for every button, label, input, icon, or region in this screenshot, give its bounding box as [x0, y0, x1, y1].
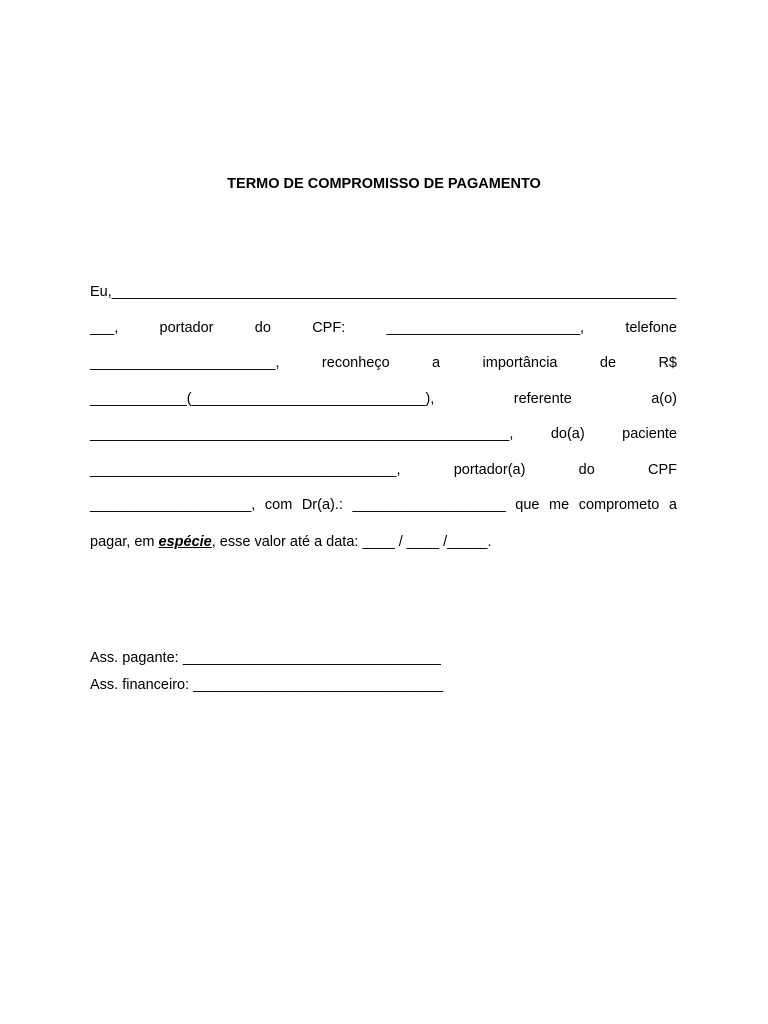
body-word: que — [515, 497, 540, 513]
body-word: CPF — [648, 462, 677, 478]
body-line-1 — [90, 283, 677, 301]
signature-payer-label: Ass. pagante: ________________________________ — [90, 650, 441, 666]
body-line-8 — [90, 533, 677, 551]
body-word: me — [549, 497, 570, 513]
phone-blank: _______________________, — [90, 355, 280, 371]
body-word: importância — [482, 355, 558, 371]
patient-blank: ______________________________________, — [90, 462, 401, 478]
signature-financial — [90, 676, 677, 694]
body-text: pagar, em — [90, 534, 159, 550]
body-line-4 — [90, 390, 677, 408]
body-word: referente — [513, 391, 572, 407]
body-word: portador(a) — [453, 462, 526, 478]
cpf-blank: ________________________, — [386, 320, 585, 336]
body-line-2 — [90, 319, 677, 337]
body-line-3 — [90, 354, 677, 372]
body-word: paciente — [622, 426, 677, 442]
body-word: CPF: — [312, 320, 346, 336]
body-word: do — [254, 320, 271, 336]
body-word: portador — [159, 320, 214, 336]
body-word: a — [668, 497, 677, 513]
body-word: a — [432, 355, 441, 371]
doctor-blank: ___________________ — [352, 497, 506, 513]
patient-cpf-blank: ____________________, — [90, 497, 256, 513]
signature-financial-label: Ass. financeiro: _______________________________ — [90, 677, 444, 693]
body-word: do — [578, 462, 595, 478]
body-word: R$ — [658, 355, 677, 371]
body-word: com — [264, 497, 293, 513]
body-text: , esse valor até a data: ____ / ____ /_____. — [211, 534, 492, 550]
body-line-6 — [90, 461, 677, 479]
document-title: TERMO DE COMPROMISSO DE PAGAMENTO — [227, 176, 541, 192]
body-word: telefone — [625, 320, 677, 336]
payment-method-emphasis: espécie — [158, 534, 212, 550]
body-word: a(o) — [651, 391, 677, 407]
body-word: reconheço — [321, 355, 390, 371]
body-word: de — [599, 355, 617, 371]
body-word: ___, — [90, 320, 119, 336]
amount-blank: ____________(_____________________________), — [90, 391, 435, 407]
body-word: Dr(a).: — [301, 497, 343, 513]
signature-payer — [90, 649, 677, 667]
body-line-7 — [90, 496, 677, 514]
body-line-5 — [90, 425, 677, 443]
body-word: comprometo — [578, 497, 660, 513]
body-text: Eu,______________________________________________________________________ — [90, 284, 677, 300]
body-word: do(a) — [550, 426, 585, 442]
reference-blank: ____________________________________________________, — [90, 426, 514, 442]
